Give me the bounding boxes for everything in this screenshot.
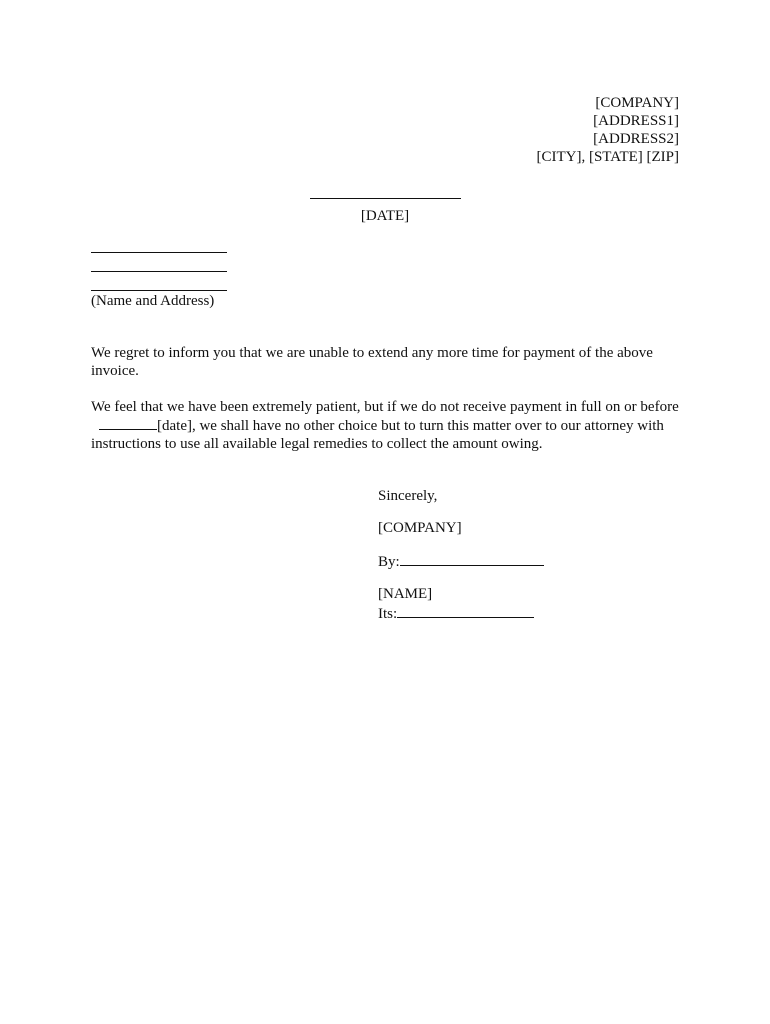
body-paragraph-2-after: [date], we shall have no other choice but to turn this matter over to our attorney with instructions to use all available legal remedies to collect the amount owing. [91, 418, 664, 452]
date-block [0, 184, 770, 225]
letter-body [91, 344, 691, 471]
recipient-caption: (Name and Address) [91, 293, 215, 309]
signature-its-label: Its: [378, 606, 398, 622]
sender-company: [COMPANY] [595, 95, 679, 111]
title-blank-line [397, 603, 534, 618]
sender-city-state-zip: [CITY], [STATE] [ZIP] [536, 149, 679, 165]
signature-blank-line [400, 551, 544, 566]
body-paragraph-2-before: We feel that we have been extremely patient, but if we do not receive payment in full on or before [91, 399, 679, 415]
body-paragraph-1: We regret to inform you that we are unable to extend any more time for payment of the above invoice. [91, 345, 653, 379]
sender-address1: [ADDRESS1] [593, 113, 679, 129]
sender-block [536, 94, 679, 166]
closing-salutation: Sincerely, [378, 488, 438, 504]
closing-block [378, 487, 544, 623]
signature-name: [NAME] [378, 586, 433, 602]
date-blank-line [310, 184, 461, 199]
date-label: [DATE] [360, 208, 410, 224]
closing-company: [COMPANY] [378, 520, 462, 536]
signature-by-row [378, 551, 544, 571]
recipient-blank-line [91, 253, 227, 272]
date-blank-inline [99, 416, 157, 430]
recipient-blank-line [91, 234, 227, 253]
signature-its-row [378, 603, 544, 623]
recipient-block [91, 234, 227, 310]
signature-by-label: By: [378, 554, 400, 570]
recipient-blank-line [91, 272, 227, 291]
body-paragraph-2 [91, 398, 691, 453]
sender-address2: [ADDRESS2] [593, 131, 679, 147]
